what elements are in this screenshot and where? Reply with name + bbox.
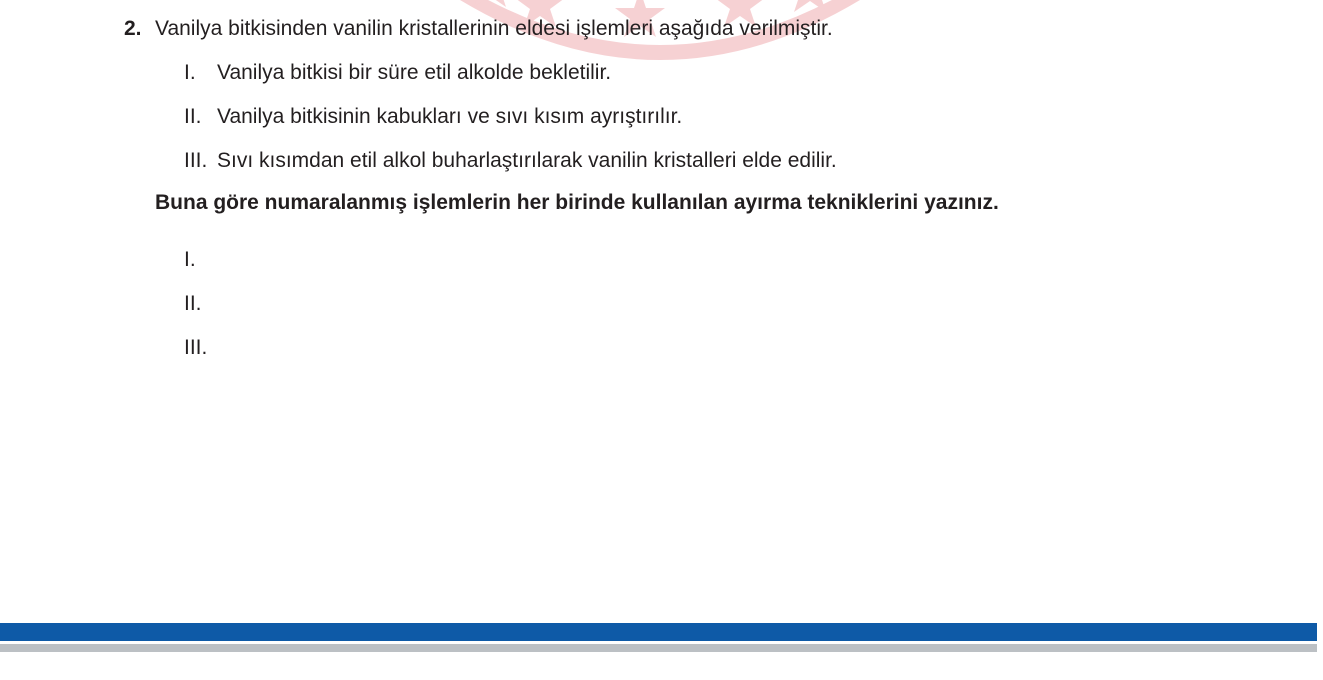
answer-number: II. bbox=[184, 292, 202, 315]
step-text: Vanilya bitkisi bir süre etil alkolde bekletilir. bbox=[217, 61, 612, 84]
step-number: I. bbox=[184, 61, 196, 84]
question-stem: Vanilya bitkisinden vanilin kristallerinin eldesi işlemleri aşağıda verilmiştir. bbox=[155, 17, 833, 40]
question-prompt: Buna göre numaralanmış işlemlerin her birinde kullanılan ayırma tekniklerini yazınız. bbox=[155, 191, 999, 214]
step-item bbox=[184, 105, 682, 129]
answer-line bbox=[184, 292, 217, 316]
step-item bbox=[184, 149, 837, 173]
question-number: 2. bbox=[124, 17, 142, 40]
step-text: Sıvı kısımdan etil alkol buharlaştırılarak vanilin kristalleri elde edilir. bbox=[217, 149, 837, 172]
step-number: II. bbox=[184, 105, 202, 128]
answer-line bbox=[184, 336, 217, 360]
footer-blue-band bbox=[0, 623, 1317, 641]
answer-number: I. bbox=[184, 248, 196, 271]
step-number: III. bbox=[184, 149, 208, 172]
footer-gray-band bbox=[0, 644, 1317, 652]
step-text: Vanilya bitkisinin kabukları ve sıvı kısım ayrıştırılır. bbox=[217, 105, 683, 128]
answer-line bbox=[184, 248, 217, 272]
answer-number: III. bbox=[184, 336, 208, 359]
step-item bbox=[184, 61, 611, 85]
